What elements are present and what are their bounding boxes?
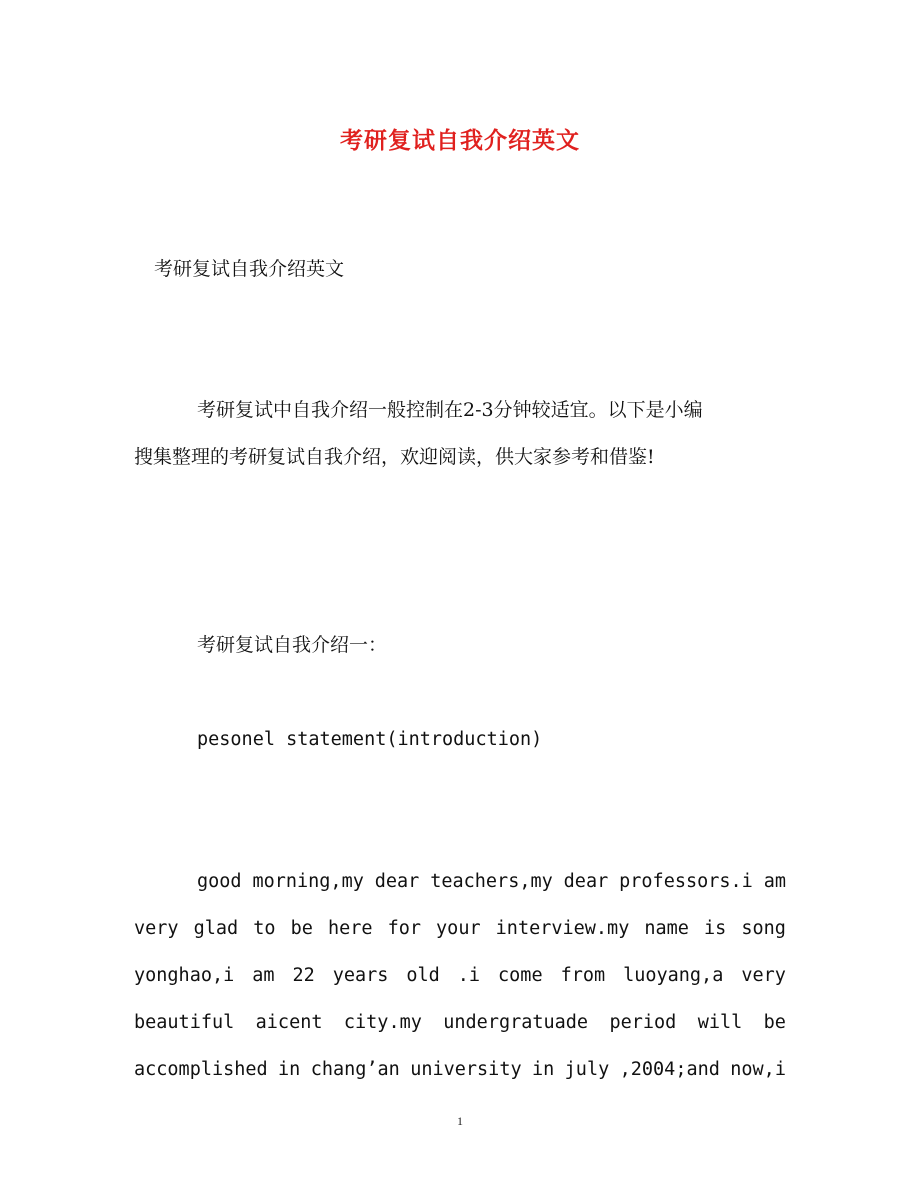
paragraph-word: very bbox=[741, 965, 786, 986]
paragraph-word: glad bbox=[193, 918, 239, 939]
paragraph-word: is bbox=[704, 918, 727, 939]
paragraph-word: undergratuade bbox=[443, 1012, 589, 1033]
paragraph-word: aicent bbox=[255, 1012, 323, 1033]
paragraph-word: period bbox=[609, 1012, 677, 1033]
paragraph-line bbox=[197, 870, 786, 894]
paragraph-word: ,2004;and bbox=[619, 1059, 720, 1080]
paragraph-word: dear bbox=[374, 871, 420, 892]
english-heading: pesonel statement(introduction) bbox=[197, 729, 543, 750]
paragraph-line bbox=[134, 1058, 786, 1082]
paragraph-word: be bbox=[763, 1012, 786, 1033]
paragraph-word: morning,my bbox=[252, 871, 364, 892]
paragraph-word: now,i bbox=[730, 1059, 786, 1080]
paragraph-word: in bbox=[532, 1059, 555, 1080]
document-subtitle: 考研复试自我介绍英文 bbox=[154, 258, 345, 280]
page-number: 1 bbox=[457, 1114, 463, 1128]
paragraph-word: beautiful bbox=[134, 1012, 235, 1033]
paragraph-word: come bbox=[498, 965, 543, 986]
section-heading: 考研复试自我介绍一： bbox=[197, 634, 388, 656]
paragraph-line bbox=[134, 917, 786, 941]
paragraph-word: teachers,my bbox=[430, 871, 553, 892]
paragraph-word: dear bbox=[563, 871, 609, 892]
document-title: 考研复试自我介绍英文 bbox=[340, 127, 580, 154]
paragraph-word: to bbox=[253, 918, 276, 939]
paragraph-word: years bbox=[332, 965, 389, 986]
paragraph-word: very bbox=[134, 918, 179, 939]
paragraph-word: in bbox=[278, 1059, 301, 1080]
paragraph-word: song bbox=[741, 918, 786, 939]
paragraph-word: yonghao,i bbox=[134, 965, 235, 986]
paragraph-word: am bbox=[252, 965, 275, 986]
paragraph-word: here bbox=[327, 918, 373, 939]
paragraph-word: 22 bbox=[292, 965, 315, 986]
paragraph-word: city.my bbox=[343, 1012, 422, 1033]
paragraph-word: old bbox=[406, 965, 440, 986]
paragraph-word: july bbox=[564, 1059, 610, 1080]
paragraph-word: interview.my bbox=[495, 918, 630, 939]
intro-line-2: 搜集整理的考研复试自我介绍，欢迎阅读，供大家参考和借鉴! bbox=[134, 446, 655, 468]
paragraph-word: for bbox=[387, 918, 421, 939]
paragraph-word: will bbox=[697, 1012, 743, 1033]
paragraph-word: chang’an bbox=[310, 1059, 400, 1080]
paragraph-line bbox=[134, 964, 786, 988]
paragraph-word: from bbox=[560, 965, 606, 986]
paragraph-word: your bbox=[436, 918, 481, 939]
paragraph-word: good bbox=[197, 871, 242, 892]
paragraph-word: name bbox=[644, 918, 689, 939]
paragraph-word: be bbox=[290, 918, 313, 939]
intro-line-1: 考研复试中自我介绍一般控制在2-3分钟较适宜。以下是小编 bbox=[197, 399, 703, 421]
paragraph-word: .i bbox=[457, 965, 481, 986]
paragraph-word: university bbox=[410, 1059, 522, 1080]
paragraph-word: luoyang,a bbox=[623, 965, 724, 986]
paragraph-word: am bbox=[763, 871, 786, 892]
paragraph-word: professors.i bbox=[619, 871, 753, 892]
paragraph-word: accomplished bbox=[134, 1059, 268, 1080]
paragraph-line bbox=[134, 1011, 786, 1035]
